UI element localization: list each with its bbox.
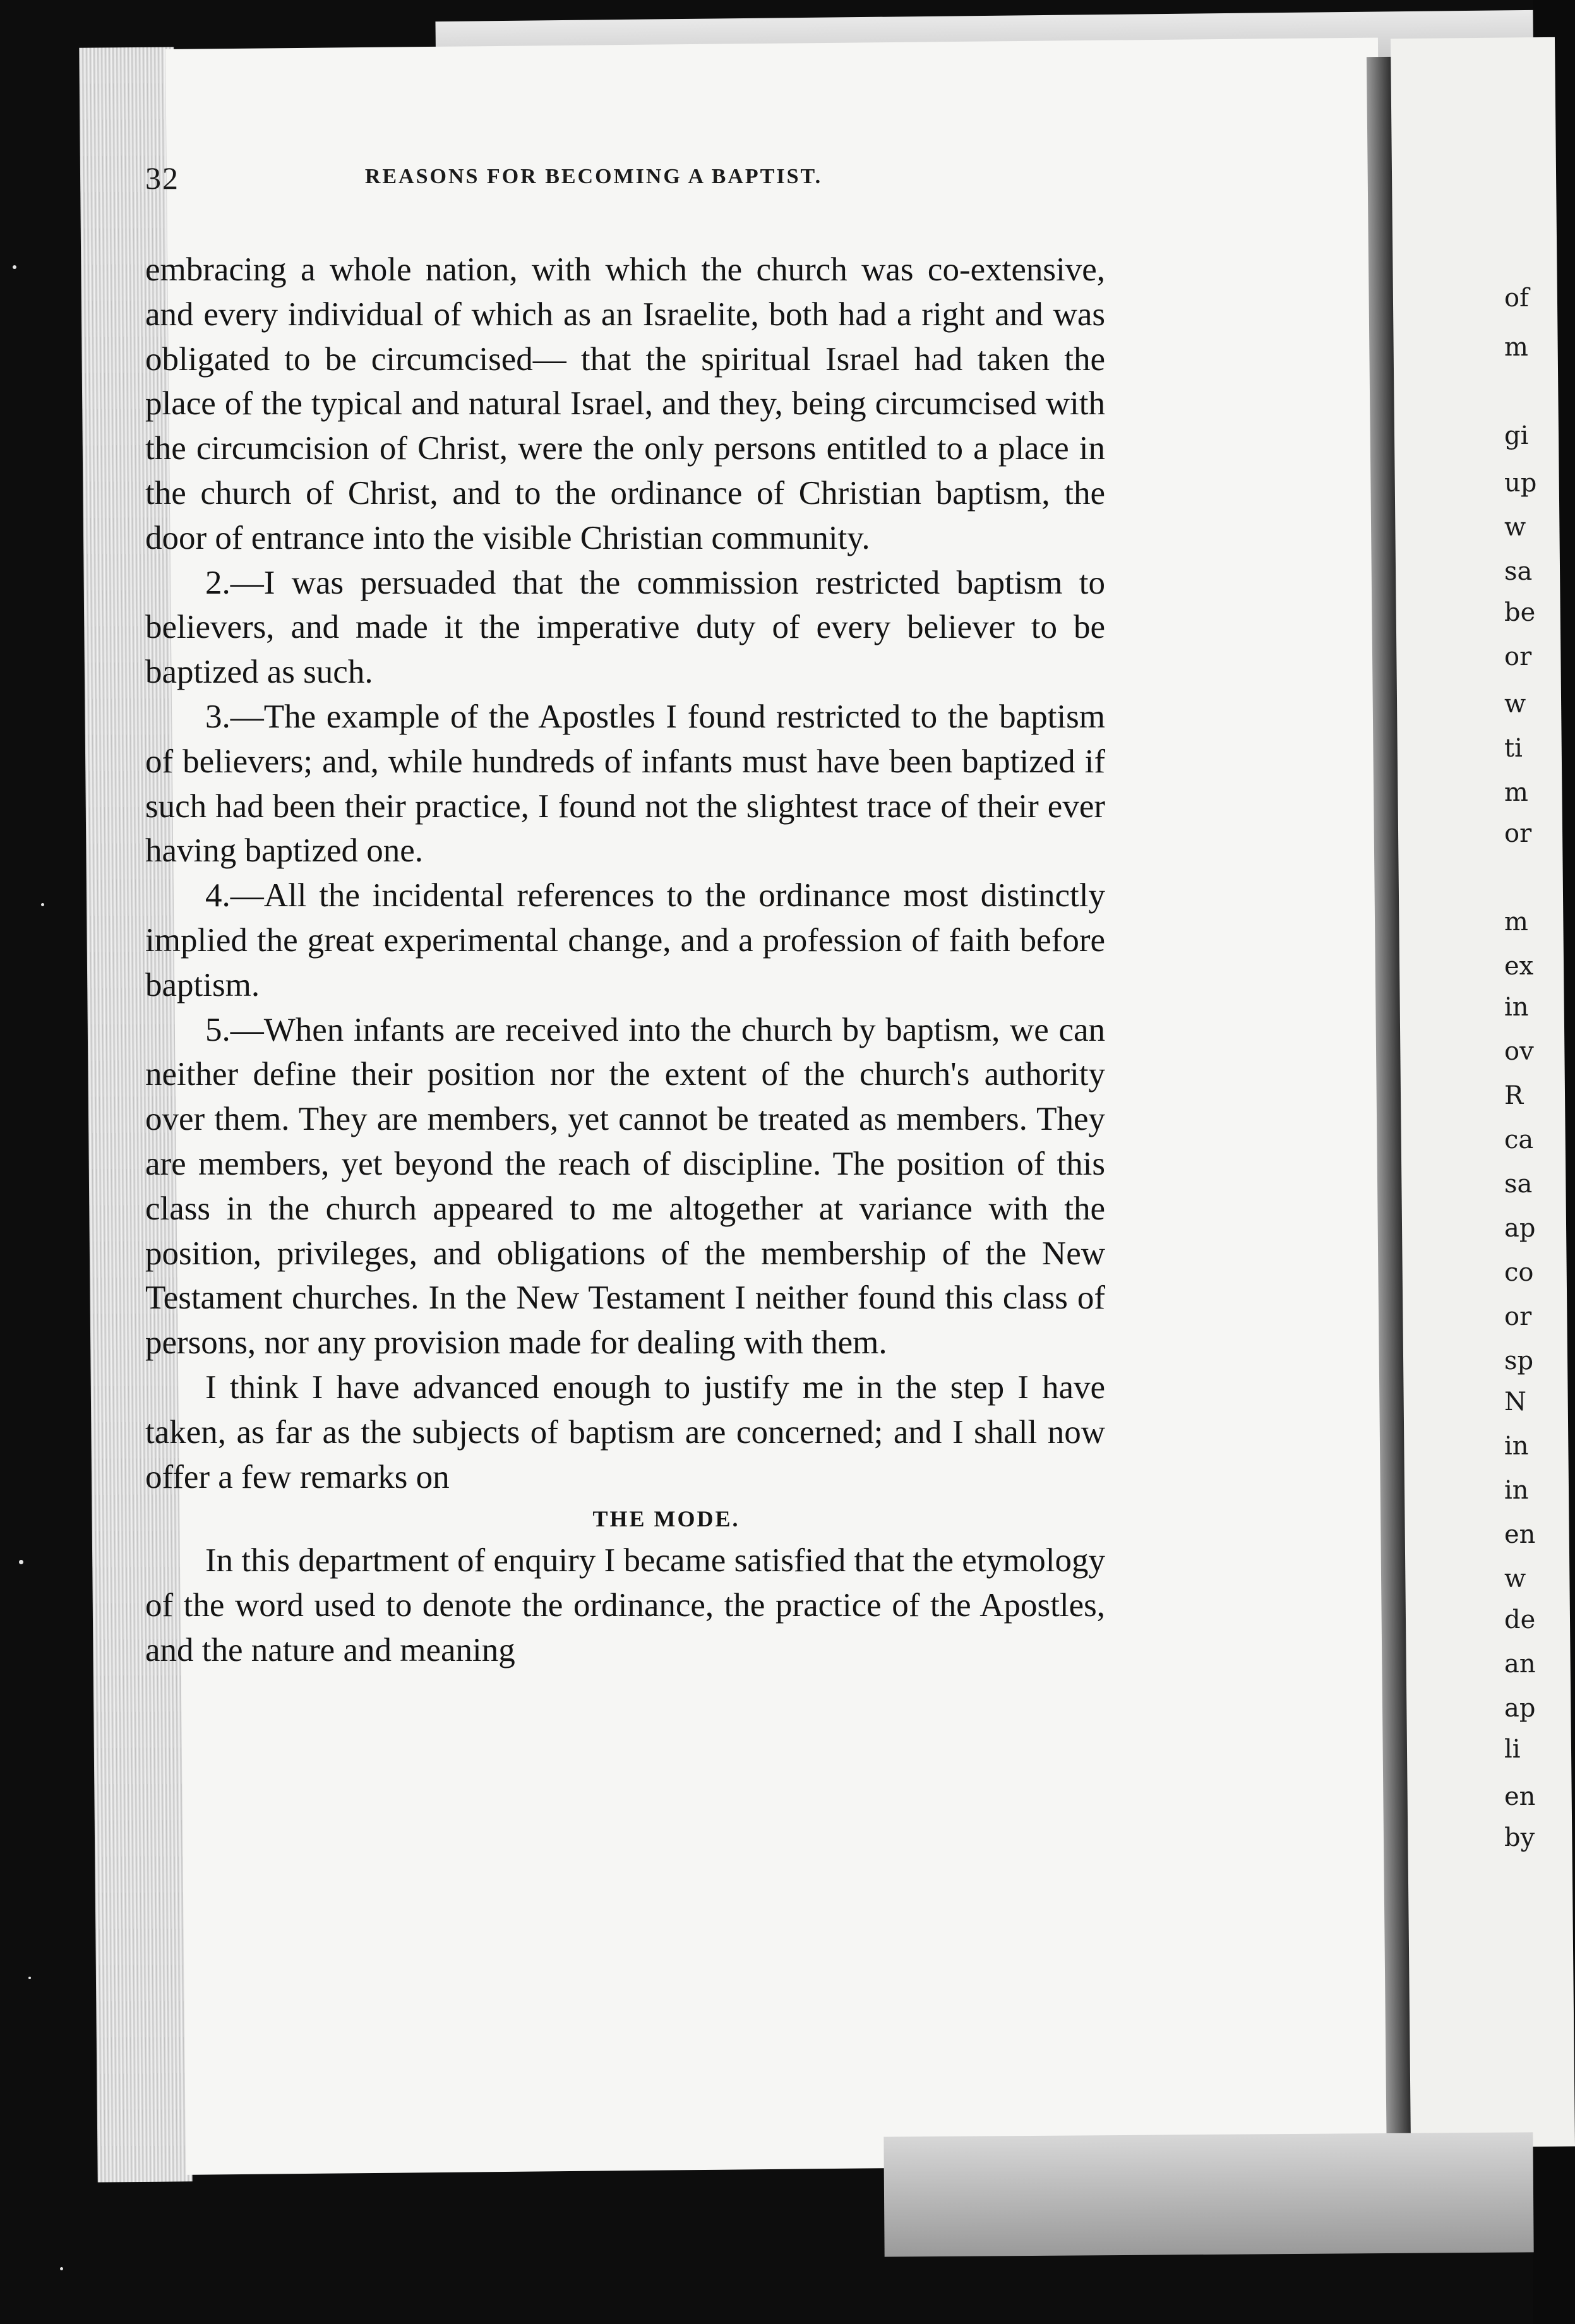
page-header <box>145 160 1156 198</box>
facing-fragment: gi <box>1504 421 1529 450</box>
paragraph-point-5: 5.—When infants are received into the church by baptism, we can neither define their position nor the extent of the church's authority over them. They are members, yet cannot be treated as members. They are members, yet beyond the reach of discipline. The position of this class in the church appeared to me altogether at variance with the position, privileges, and obligations of the membership of the New Testament churches. In the New Testament I neither found this class of persons, nor any provision made for dealing with them. <box>145 1011 1105 1362</box>
facing-fragment: an <box>1504 1650 1536 1679</box>
facing-fragment: or <box>1504 819 1532 848</box>
facing-fragment: ap <box>1504 1214 1536 1243</box>
facing-fragment: en <box>1504 1782 1536 1811</box>
scan-speck <box>41 903 44 906</box>
facing-fragment: by <box>1504 1823 1535 1852</box>
scan-speck <box>60 2267 63 2270</box>
facing-fragment: up <box>1504 469 1537 498</box>
paragraph-continuation: embracing a whole nation, with which the church was co-extensive, and every individual of which as an Israelite, both had a right and was obligated to be circumcised— that the spiritual Israel had taken the place of the typical and natural Israel, and they, being circumcised with the circumcision of Christ, were the only persons entitled to a place in the church of Christ, and to the ordinance of Christian baptism, the door of entrance into the visible Christian community. <box>145 251 1105 556</box>
facing-fragment: w <box>1504 1564 1526 1593</box>
section-heading: THE MODE. <box>592 1506 740 1532</box>
facing-fragment: in <box>1504 1476 1529 1505</box>
facing-fragment: w <box>1504 690 1526 719</box>
page-body <box>145 248 1105 1673</box>
scan-speck <box>13 265 16 269</box>
facing-fragment: m <box>1504 907 1528 937</box>
facing-fragment: ex <box>1504 952 1534 981</box>
facing-fragment: co <box>1504 1258 1534 1287</box>
facing-fragment: or <box>1504 1302 1532 1331</box>
facing-fragment: ti <box>1504 734 1523 763</box>
scan-speck <box>28 1977 31 1979</box>
facing-fragment: w <box>1504 513 1526 542</box>
facing-page <box>1391 37 1575 2148</box>
paragraph-point-2: 2.—I was persuaded that the commission restricted baptism to believers, and made it the imperative duty of every believer to be baptized as such. <box>145 564 1105 691</box>
facing-fragment: sa <box>1504 557 1533 586</box>
facing-fragment: m <box>1504 333 1528 362</box>
running-title: REASONS FOR BECOMING A BAPTIST. <box>364 165 823 188</box>
paragraph-point-3: 3.—The example of the Apostles I found restricted to the baptism of believers; and, while hundreds of infants must have been baptized if such had been their practice, I found not the slightest trace of their ever having baptized one. <box>145 698 1105 870</box>
bottom-page-strip <box>883 2132 1533 2256</box>
facing-fragment: sp <box>1504 1346 1534 1375</box>
facing-fragment: in <box>1504 993 1529 1022</box>
facing-fragment: sa <box>1504 1170 1533 1199</box>
facing-fragment: ov <box>1504 1037 1534 1066</box>
facing-fragment: ap <box>1504 1694 1536 1723</box>
facing-fragment: li <box>1504 1735 1521 1764</box>
facing-fragment: be <box>1504 598 1536 627</box>
paragraph-point-4: 4.—All the incidental references to the ordinance most distinctly implied the great experimental change, and a profession of faith before baptism. <box>145 877 1105 1003</box>
facing-fragment: or <box>1504 642 1532 671</box>
paragraph-summary: I think I have advanced enough to justify me in the step I have taken, as far as the subjects of baptism are concerned; and I shall now offer a few remarks on <box>145 1369 1105 1495</box>
facing-fragment: N <box>1504 1387 1526 1417</box>
page-number: 32 <box>145 160 179 196</box>
facing-fragment: m <box>1504 778 1528 807</box>
facing-fragment: ca <box>1504 1125 1534 1154</box>
facing-fragment: de <box>1504 1605 1536 1634</box>
paragraph-mode: In this department of enquiry I became satisfied that the etymology of the word used to denote the ordinance, the practice of the Apostles, and the nature and meaning <box>145 1542 1105 1668</box>
scan-speck <box>19 1560 23 1564</box>
facing-fragment: in <box>1504 1432 1529 1461</box>
facing-fragment: of <box>1504 284 1529 313</box>
facing-fragment: R <box>1504 1081 1524 1110</box>
facing-fragment: en <box>1504 1520 1536 1549</box>
